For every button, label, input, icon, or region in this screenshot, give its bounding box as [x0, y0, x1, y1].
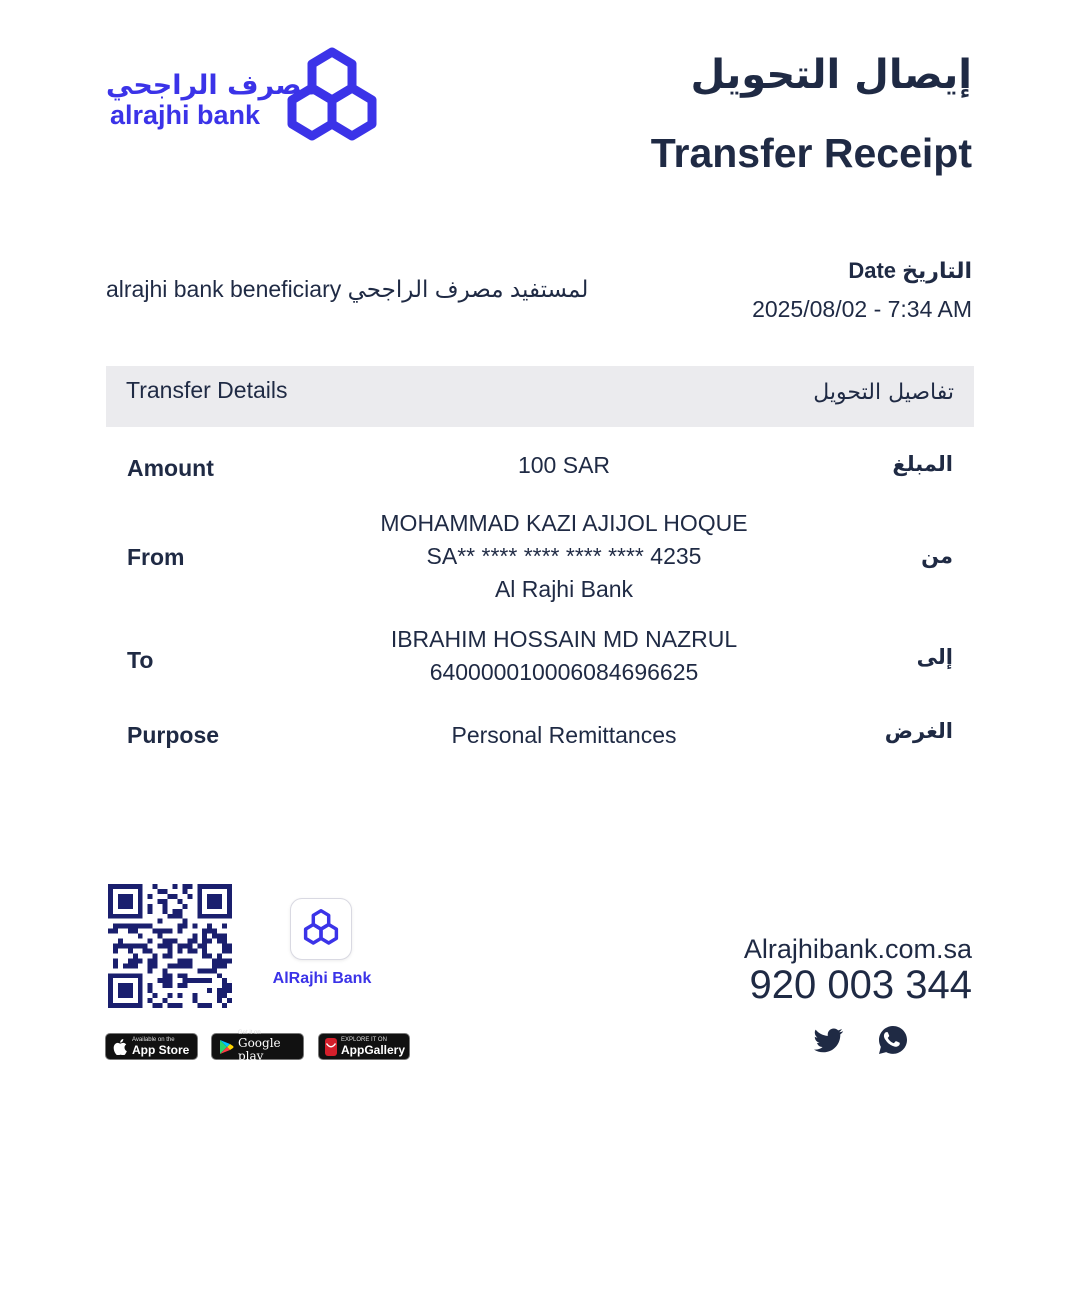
receipt-title: Transfer Receipt — [650, 130, 972, 176]
from-value — [314, 507, 814, 606]
google-play-badge[interactable] — [211, 1030, 304, 1063]
amount-label: Amount — [127, 455, 214, 481]
purpose-label-arabic: الغرض — [884, 719, 953, 743]
brand-name-english: alrajhi bank — [110, 100, 261, 130]
twitter-icon[interactable] — [812, 1024, 844, 1056]
google-play-icon — [218, 1039, 234, 1055]
purpose-label: Purpose — [127, 722, 220, 748]
recipient-account: 640000010006084696625 — [429, 659, 699, 685]
to-label-arabic: إلى — [916, 645, 953, 669]
qr-code — [108, 884, 232, 1008]
amount-value — [314, 449, 814, 482]
transfer-date: 2025/08/02 - 7:34 AM — [752, 296, 972, 322]
amount-label-arabic: المبلغ — [892, 452, 953, 476]
amount-value-line: 100 SAR — [517, 452, 611, 478]
app-store-label: App Store — [132, 1042, 190, 1057]
beneficiary-type: alrajhi bank beneficiary لمستفيد مصرف الراجحي — [106, 276, 589, 302]
google-play-label: Google play — [238, 1036, 281, 1063]
app-icon[interactable] — [290, 898, 352, 960]
sender-name: MOHAMMAD KAZI AJIJOL HOQUE — [380, 510, 748, 536]
purpose-value-line: Personal Remittances — [451, 722, 677, 748]
sender-account: SA** **** **** **** **** 4235 — [426, 543, 702, 569]
website-link[interactable]: Alrajhibank.com.sa — [743, 934, 972, 964]
transfer-details-title-arabic: تفاصيل التحويل — [813, 380, 954, 405]
purpose-value — [314, 719, 814, 752]
from-label: From — [127, 544, 185, 570]
app-gallery-small: EXPLORE IT ON — [341, 1036, 387, 1043]
date-label-arabic: التاريخ — [902, 259, 972, 284]
recipient-name: IBRAHIM HOSSAIN MD NAZRUL — [390, 626, 738, 652]
huawei-icon — [325, 1038, 337, 1056]
date-label-english: Date — [848, 258, 897, 283]
sender-bank: Al Rajhi Bank — [494, 576, 634, 602]
alrajhi-app-logo-icon — [301, 908, 341, 948]
apple-icon — [112, 1039, 128, 1055]
transfer-details-title: Transfer Details — [126, 377, 288, 403]
date-label — [848, 258, 972, 284]
app-gallery-label: AppGallery — [341, 1042, 406, 1057]
brand-name-arabic: مصرف الراجحي — [106, 70, 319, 101]
google-play-small: Get it on — [238, 1030, 261, 1036]
receipt-title-arabic: إيصال التحويل — [690, 52, 972, 98]
app-name: AlRajhi Bank — [272, 970, 372, 987]
app-store-small: Available on the — [132, 1036, 175, 1043]
phone-number[interactable]: 920 003 344 — [749, 963, 972, 1007]
to-value — [314, 623, 814, 689]
app-gallery-badge[interactable] — [318, 1033, 410, 1060]
whatsapp-icon[interactable] — [877, 1024, 909, 1056]
app-store-badge[interactable] — [105, 1033, 198, 1060]
from-label-arabic: من — [921, 544, 953, 568]
to-label: To — [127, 647, 154, 673]
alrajhi-logo-icon — [280, 46, 384, 148]
